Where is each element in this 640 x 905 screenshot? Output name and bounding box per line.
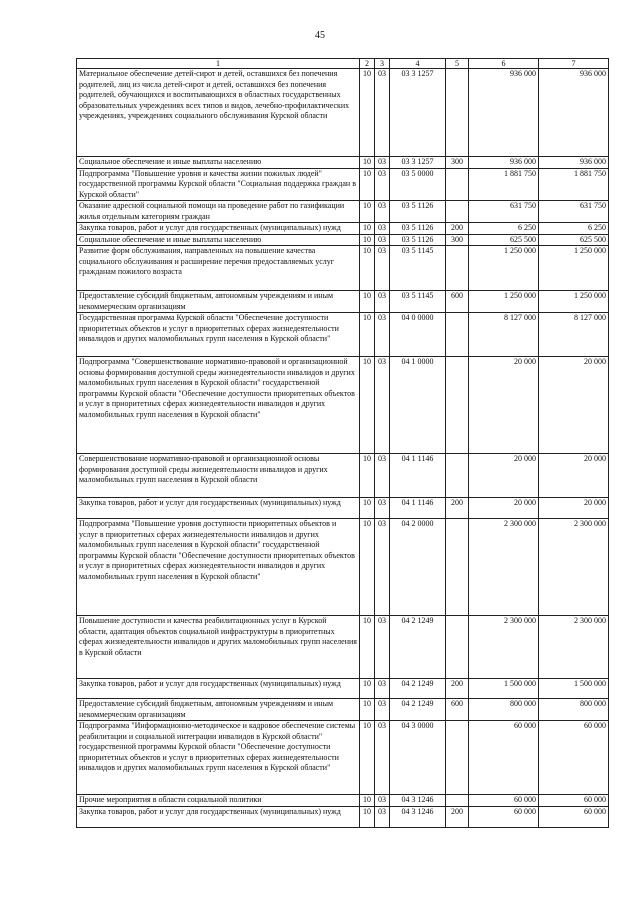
row-amount-1: 6 250 [469,223,539,235]
row-section: 10 [360,721,375,795]
row-amount-2: 20 000 [539,454,609,498]
row-expense-type: 200 [446,806,469,827]
row-target-article: 03 5 1145 [390,246,446,291]
row-amount-2: 936 000 [539,69,609,157]
row-amount-2: 625 500 [539,234,609,246]
row-section: 10 [360,168,375,201]
row-name: Закупка товаров, работ и услуг для государственных (муниципальных) нужд [77,498,360,519]
table-row [77,616,609,679]
header-cell-1: 1 [77,59,360,69]
row-expense-type: 200 [446,223,469,235]
row-subsection: 03 [375,69,390,157]
row-amount-1: 20 000 [469,454,539,498]
table-row [77,519,609,616]
row-amount-2: 20 000 [539,357,609,454]
header-cell-4: 4 [390,59,446,69]
row-amount-2: 6 250 [539,223,609,235]
row-target-article: 04 2 0000 [390,519,446,616]
row-expense-type: 200 [446,679,469,699]
row-section: 10 [360,69,375,157]
row-amount-2: 20 000 [539,498,609,519]
row-expense-type: 300 [446,157,469,169]
row-target-article: 03 3 1257 [390,69,446,157]
header-cell-7: 7 [539,59,609,69]
table-row [77,454,609,498]
row-expense-type [446,721,469,795]
row-amount-2: 1 250 000 [539,246,609,291]
row-amount-1: 20 000 [469,357,539,454]
row-name: Государственная программа Курской области "Обеспечение доступности приоритетных объектов и услуг в приоритетных сферах жизнедеятельности инвалидов и других маломобильных групп населения в Курской области" [77,313,360,357]
row-amount-2: 800 000 [539,699,609,721]
row-amount-1: 1 250 000 [469,246,539,291]
row-target-article: 03 5 1145 [390,291,446,313]
table-row [77,498,609,519]
row-target-article: 04 2 1249 [390,679,446,699]
row-amount-1: 8 127 000 [469,313,539,357]
row-amount-1: 1 500 000 [469,679,539,699]
table-row [77,168,609,201]
budget-table [76,58,609,828]
row-name: Социальное обеспечение и иные выплаты населению [77,157,360,169]
row-subsection: 03 [375,234,390,246]
row-section: 10 [360,454,375,498]
row-name: Предоставление субсидий бюджетным, автономным учреждениям и иным некоммерческим организациям [77,291,360,313]
row-expense-type [446,519,469,616]
row-subsection: 03 [375,223,390,235]
table-row [77,234,609,246]
page-number: 45 [315,30,325,41]
header-cell-5: 5 [446,59,469,69]
row-amount-1: 625 500 [469,234,539,246]
row-target-article: 04 3 1246 [390,795,446,807]
row-subsection: 03 [375,246,390,291]
row-subsection: 03 [375,291,390,313]
table-row [77,223,609,235]
row-target-article: 04 2 1249 [390,616,446,679]
row-subsection: 03 [375,519,390,616]
row-expense-type [446,168,469,201]
row-expense-type [446,795,469,807]
row-expense-type [446,201,469,223]
row-amount-1: 2 300 000 [469,519,539,616]
row-section: 10 [360,357,375,454]
row-expense-type: 600 [446,699,469,721]
row-name: Подпрограмма "Повышение уровня и качества жизни пожилых людей" государственной программы Курской области "Социальная поддержка граждан в Курской области" [77,168,360,201]
row-section: 10 [360,616,375,679]
row-expense-type [446,246,469,291]
row-name: Развитие форм обслуживания, направленных на повышение качества социального обслуживания и расширение перечня предоставляемых услуг гражданам пожилого возраста [77,246,360,291]
row-name: Прочие мероприятия в области социальной политики [77,795,360,807]
row-expense-type: 300 [446,234,469,246]
row-expense-type [446,454,469,498]
row-target-article: 04 3 1246 [390,806,446,827]
row-expense-type: 200 [446,498,469,519]
row-amount-1: 2 300 000 [469,616,539,679]
row-subsection: 03 [375,699,390,721]
row-name: Подпрограмма "Совершенствование нормативно-правовой и организационной основы формирования доступной среды жизнедеятельности инвалидов и других маломобильных групп населения в Курской области" государственной программы Курской области "Обеспечение доступности приоритетных объектов и услуг в приоритетных сферах жизнедеятельности инвалидов и других маломобильных групп населения в Курской области" [77,357,360,454]
row-expense-type [446,357,469,454]
row-name: Совершенствование нормативно-правовой и организационной основы формирования доступной среды жизнедеятельности инвалидов и других маломобильных групп населения в Курской области [77,454,360,498]
row-name: Предоставление субсидий бюджетным, автономным учреждениям и иным некоммерческим организациям [77,699,360,721]
row-target-article: 03 5 0000 [390,168,446,201]
row-amount-1: 936 000 [469,69,539,157]
table-row [77,721,609,795]
row-section: 10 [360,313,375,357]
row-expense-type: 600 [446,291,469,313]
table-row [77,795,609,807]
row-subsection: 03 [375,721,390,795]
row-amount-2: 8 127 000 [539,313,609,357]
table-row [77,679,609,699]
row-target-article: 04 1 1146 [390,454,446,498]
row-amount-1: 800 000 [469,699,539,721]
row-subsection: 03 [375,806,390,827]
table-row [77,357,609,454]
row-section: 10 [360,699,375,721]
row-name: Закупка товаров, работ и услуг для государственных (муниципальных) нужд [77,223,360,235]
header-cell-3: 3 [375,59,390,69]
table-row [77,313,609,357]
row-target-article: 03 5 1126 [390,234,446,246]
row-amount-2: 1 250 000 [539,291,609,313]
row-section: 10 [360,498,375,519]
row-target-article: 03 5 1126 [390,201,446,223]
table-row [77,201,609,223]
row-target-article: 03 5 1126 [390,223,446,235]
row-amount-1: 60 000 [469,806,539,827]
row-amount-1: 60 000 [469,795,539,807]
table-row [77,69,609,157]
table-row [77,246,609,291]
row-name: Материальное обеспечение детей-сирот и детей, оставшихся без попечения родителей, лиц из числа детей-сирот и детей, оставшихся без попечения родителей, обучающихся и воспитывающихся в областных государственных образовательных учреждениях всех типов и видов, лечебно-профилактических учреждениях, учреждениях социального обслуживания Курской области [77,69,360,157]
row-section: 10 [360,157,375,169]
row-amount-2: 2 300 000 [539,519,609,616]
row-subsection: 03 [375,157,390,169]
row-section: 10 [360,291,375,313]
row-name: Подпрограмма "Информационно-методическое и кадровое обеспечение системы реабилитации и социальной интеграции инвалидов в Курской области" государственной программы Курской области "Обеспечение доступности приоритетных объектов и услуг в приоритетных сферах жизнедеятельности инвалидов и других маломобильных групп населения в Курской области" [77,721,360,795]
row-amount-2: 2 300 000 [539,616,609,679]
row-amount-1: 936 000 [469,157,539,169]
row-section: 10 [360,795,375,807]
table-row [77,157,609,169]
row-section: 10 [360,806,375,827]
row-subsection: 03 [375,454,390,498]
row-section: 10 [360,201,375,223]
row-amount-2: 936 000 [539,157,609,169]
row-target-article: 03 3 1257 [390,157,446,169]
row-name: Оказание адресной социальной помощи на проведение работ по газификации жилья отдельным категориям граждан [77,201,360,223]
row-target-article: 04 3 0000 [390,721,446,795]
row-amount-2: 631 750 [539,201,609,223]
row-name: Подпрограмма "Повышение уровня доступности приоритетных объектов и услуг в приоритетных сферах жизнедеятельности инвалидов и других маломобильных групп населения в Курской области" государственной программы Курской области "Обеспечение доступности приоритетных объектов и услуг в приоритетных сферах жизнедеятельности инвалидов и других маломобильных групп населения в Курской области" [77,519,360,616]
header-cell-6: 6 [469,59,539,69]
row-target-article: 04 1 1146 [390,498,446,519]
row-amount-1: 631 750 [469,201,539,223]
row-amount-2: 1 881 750 [539,168,609,201]
row-name: Социальное обеспечение и иные выплаты населению [77,234,360,246]
row-section: 10 [360,234,375,246]
row-subsection: 03 [375,616,390,679]
row-name: Закупка товаров, работ и услуг для государственных (муниципальных) нужд [77,679,360,699]
row-amount-1: 20 000 [469,498,539,519]
row-amount-2: 60 000 [539,721,609,795]
row-amount-2: 60 000 [539,795,609,807]
row-amount-1: 1 250 000 [469,291,539,313]
row-target-article: 04 1 0000 [390,357,446,454]
row-amount-2: 1 500 000 [539,679,609,699]
table-row [77,699,609,721]
row-subsection: 03 [375,498,390,519]
row-amount-1: 1 881 750 [469,168,539,201]
row-subsection: 03 [375,313,390,357]
row-subsection: 03 [375,168,390,201]
table-row [77,806,609,827]
row-subsection: 03 [375,679,390,699]
row-section: 10 [360,679,375,699]
row-subsection: 03 [375,357,390,454]
row-section: 10 [360,223,375,235]
row-section: 10 [360,246,375,291]
row-name: Повышение доступности и качества реабилитационных услуг в Курской области, адаптация объектов социальной инфраструктуры в приоритетных сферах жизнедеятельности инвалидов и других маломобильных групп населения в Курской области [77,616,360,679]
row-name: Закупка товаров, работ и услуг для государственных (муниципальных) нужд [77,806,360,827]
row-subsection: 03 [375,201,390,223]
row-expense-type [446,69,469,157]
row-expense-type [446,313,469,357]
row-subsection: 03 [375,795,390,807]
row-amount-2: 60 000 [539,806,609,827]
row-target-article: 04 2 1249 [390,699,446,721]
row-expense-type [446,616,469,679]
table-row [77,291,609,313]
header-cell-2: 2 [360,59,375,69]
header-row [77,59,609,69]
row-amount-1: 60 000 [469,721,539,795]
row-section: 10 [360,519,375,616]
row-target-article: 04 0 0000 [390,313,446,357]
